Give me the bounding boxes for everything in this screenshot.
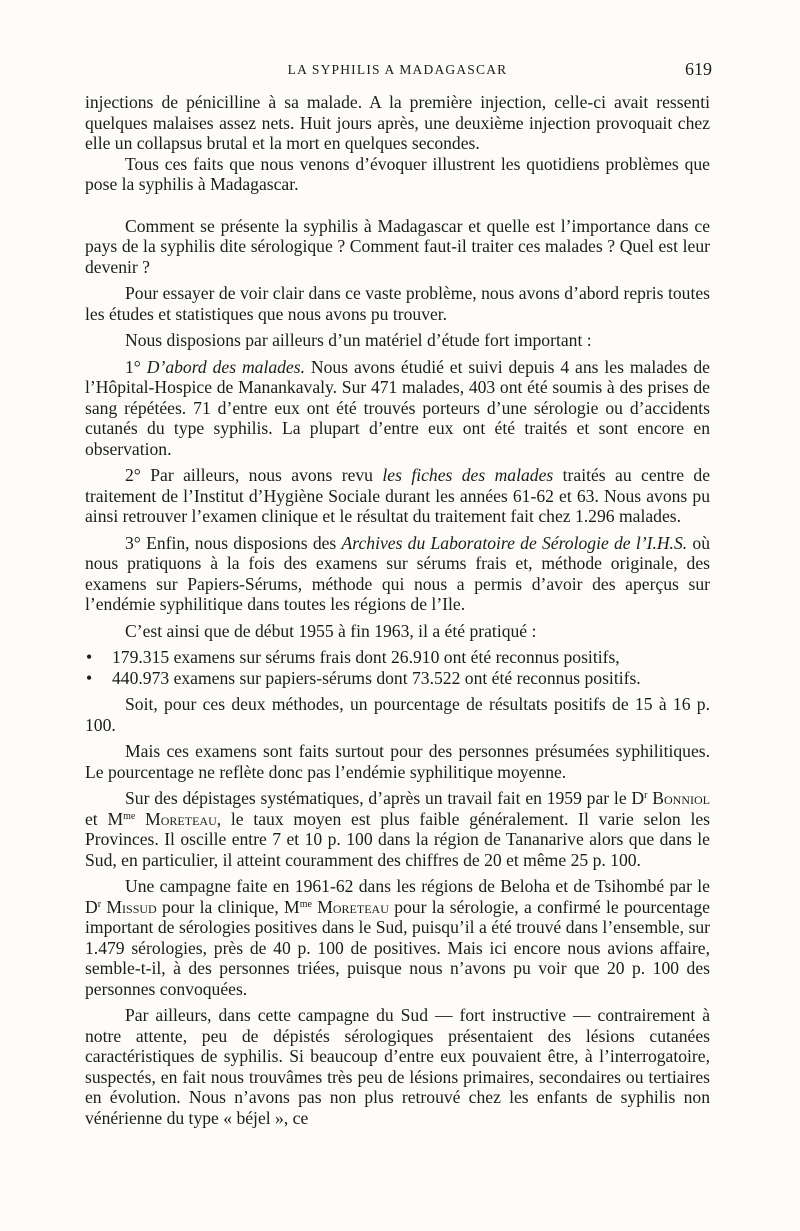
item-text: Nous avons étudié et suivi depuis 4 ans les malades de l’Hôpital-Hospice de Manankavaly. Sur 471 malades, 403 ont été soumis à des prises de sang répétées. 71 d’entre eux ont été trouvés porteurs d’une sérologie ou d’accidents cutanés du type syphilis. La plupart d’entre eux ont été traités et sont encore en observation. [85, 356, 710, 459]
paragraph-1: injections de pénicilline à sa malade. A la première injection, celle-ci avait ressenti quelques malaises assez nets. Huit jours après, une deuxième injection provoquait chez elle un collapsus brutal et la mort en quelques secondes. [85, 92, 710, 153]
author-name: Moreteau [145, 808, 217, 829]
bullet-mark: • [86, 647, 93, 667]
paragraph-item-1 [85, 357, 710, 460]
item-text-before: 3° Enfin, nous disposions des [125, 532, 337, 553]
item-text-after: où nous pratiquons à la fois des examens sur sérums frais et, méthode originale, des examens sur Papiers-Sérums, méthode qui nous a permis d’avoir des aperçus sur l’endémie syphilitique dans toutes les régions de l’Ile. [85, 532, 710, 614]
running-title: LA SYPHILIS A MADAGASCAR [287, 62, 508, 77]
text-run: et M [85, 808, 124, 829]
paragraph-14: Par ailleurs, dans cette campagne du Sud — fort instructive — contrairement à notre attente, peu de dépistés sérologiques présentaient des lésions cutanées caractéristiques de syphilis. Si beaucoup d’entre eux pouvaient être, à l’interrogatoire, suspectés, en fait nous trouvâmes très peu de lésions primaires, secondaires ou tertiaires en évolution. Nous n’avons pas non plus retrouvé chez les enfants de syphilis non vénérienne du type « béjel », ce [85, 1005, 710, 1128]
superscript: r [644, 790, 648, 801]
page-header [85, 60, 710, 84]
bullet-mark: • [86, 667, 93, 688]
paragraph-4: Pour essayer de voir clair dans ce vaste problème, nous avons d’abord repris toutes les études et statistiques que nous avons pu trouver. [85, 283, 710, 324]
item-text-after: traités au centre de traitement de l’Institut d’Hygiène Sociale durant les années 61-62 et 63. Nous avons pu ainsi retrouver l’examen clinique et le résultat du traitement fait chez 1.296 malades. [85, 465, 711, 526]
item-heading: D’abord des malades. [146, 356, 305, 377]
author-name: Bonniol [652, 788, 710, 808]
text-run: Une campagne faite en 1961-62 dans les régions de Beloha et de Tsihombé par le D [85, 876, 710, 917]
paragraph-item-2 [85, 465, 710, 527]
paragraph-9: C’est ainsi que de début 1955 à fin 1963, il a été pratiqué : [125, 620, 537, 641]
paragraph-5: Nous disposions par ailleurs d’un matériel d’étude fort important : [125, 330, 592, 350]
list-item [85, 647, 710, 668]
item-emphasis: Archives du Laboratoire de Sérologie de l’I.H.S. [341, 532, 688, 553]
superscript: me [123, 810, 136, 822]
paragraph-11: Mais ces examens sont faits surtout pour des personnes présumées syphilitiques. Le pourcentage ne reflète donc pas l’endémie syphilitique moyenne. [85, 741, 710, 782]
text-run: pour la sérologie, a confirmé le pourcentage important de sérologies positives dans le Sud, puisqu’il a été trouvé dans l’ensemble, sur 1.479 sérologies, près de 40 p. 100 de positives. Mais ici encore nous avions affaire, semble-t-il, à des personnes triées, puisque nous n’avons pu voir que 20 p. 100 des personnes convoquées. [85, 896, 710, 999]
item-emphasis: les fiches des malades [382, 465, 554, 485]
author-name: Moreteau [317, 896, 389, 917]
list-item-text: 179.315 examens sur sérums frais dont 26.910 ont été reconnus positifs, [112, 647, 620, 667]
paragraph-10: Soit, pour ces deux méthodes, un pourcentage de résultats positifs de 15 à 16 p. 100. [85, 694, 710, 735]
text-run: , le taux moyen est plus faible généralement. Il varie selon les Provinces. Il oscille entre 7 et 10 p. 100 dans la région de Tananarive alors que dans le Sud, en particulier, il atteint couramment des chiffres de 20 et même 25 p. 100. [85, 808, 710, 870]
superscript: me [299, 898, 312, 910]
text-run: Sur des dépistages systématiques, d’après un travail fait en 1959 par le D [125, 788, 645, 808]
item-text-before: 2° Par ailleurs, nous avons revu [125, 465, 373, 485]
body-text [85, 92, 710, 1128]
paragraph-12 [85, 788, 710, 870]
list-item [85, 668, 710, 689]
paragraph-2: Tous ces faits que nous venons d’évoquer illustrent les quotidiens problèmes que pose la syphilis à Madagascar. [85, 153, 710, 194]
paragraph-13 [85, 876, 710, 999]
text-run: pour la clinique, M [162, 896, 300, 917]
page-number: 619 [685, 59, 712, 79]
list-item-text: 440.973 examens sur papiers-sérums dont 73.522 ont été reconnus positifs. [112, 667, 641, 688]
paragraph-item-3 [85, 533, 710, 615]
paragraph-3: Comment se présente la syphilis à Madagascar et quelle est l’importance dans ce pays de la syphilis dite sérologique ? Comment faut-il traiter ces malades ? Quel est leur devenir ? [85, 215, 710, 277]
item-number: 1° [125, 356, 141, 377]
author-name: Missud [106, 896, 157, 917]
bullet-list [85, 647, 710, 688]
superscript: r [97, 898, 102, 910]
